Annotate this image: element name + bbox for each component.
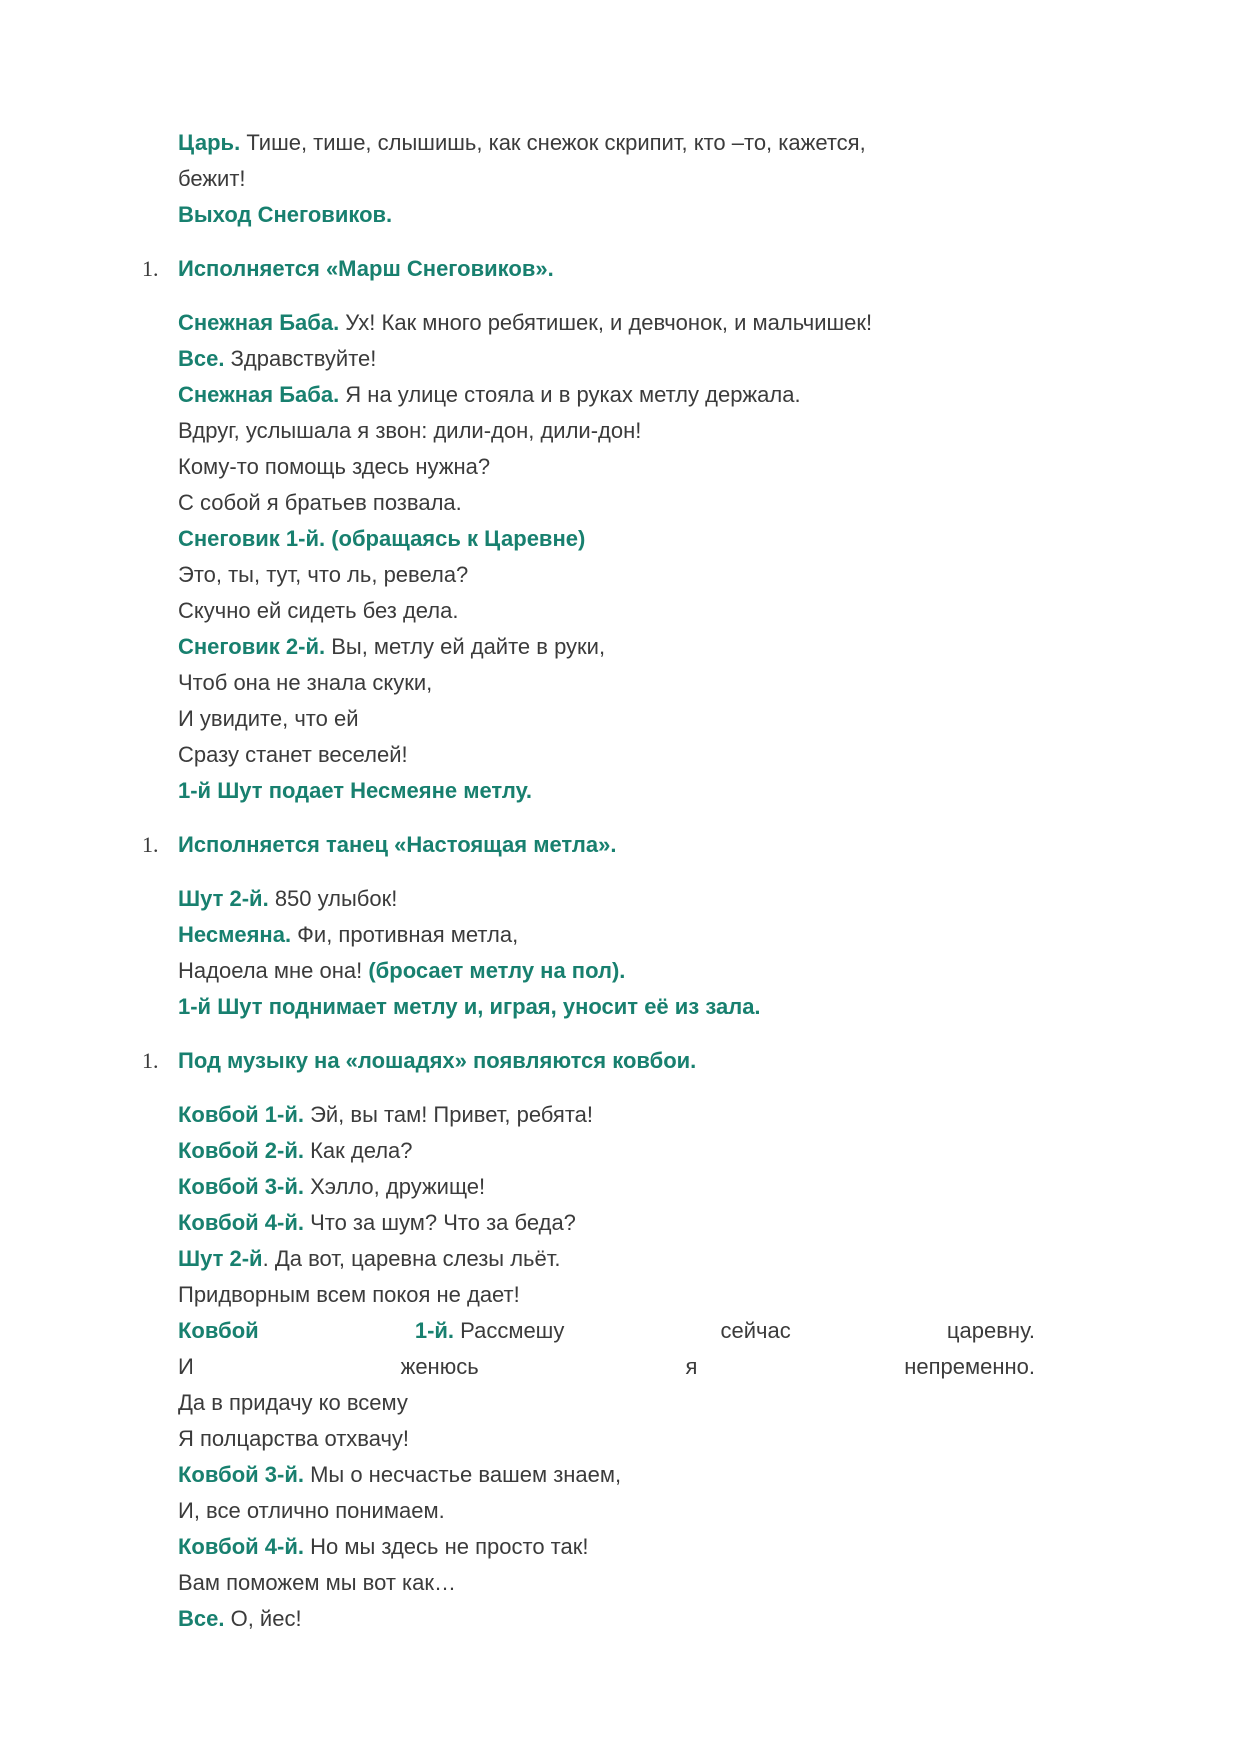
- dialogue-text: Как дела?: [303, 1138, 413, 1163]
- dialogue-text: Что за шум? Что за беда?: [303, 1210, 576, 1235]
- speaker-name: Царь.: [178, 130, 241, 155]
- script-line: [178, 1169, 1035, 1205]
- list-number-marker: 1.: [142, 1048, 159, 1073]
- speaker-name: Несмеяна.: [178, 922, 292, 947]
- justified-word: [685, 1349, 697, 1385]
- script-line: [178, 1529, 1035, 1565]
- dialogue-text: И: [178, 1354, 194, 1379]
- script-line: [178, 1097, 1035, 1133]
- numbered-stage-direction: [142, 251, 1035, 287]
- justified-word: [904, 1349, 1035, 1385]
- list-number-marker: 1.: [142, 832, 159, 857]
- speaker-name: (бросает метлу на пол).: [368, 958, 626, 983]
- script-line: [178, 125, 1035, 197]
- speaker-name: Все.: [178, 1606, 225, 1631]
- speaker-name: Шут 2-й.: [178, 886, 269, 911]
- justified-word: [721, 1313, 791, 1349]
- dialogue-text: Вдруг, услышала я звон: дили-дон, дили-дон!: [178, 418, 642, 443]
- dialogue-text: 850 улыбок!: [268, 886, 398, 911]
- numbered-stage-direction: [142, 827, 1035, 863]
- dialogue-text: Тише, тише, слышишь, как снежок скрипит, кто –то, кажется,: [240, 130, 866, 155]
- script-line: [178, 1601, 1035, 1637]
- dialogue-text: Скучно ей сидеть без дела.: [178, 598, 459, 623]
- speaker-name: 1-й Шут поднимает метлу и, играя, уносит её из зала.: [178, 994, 761, 1019]
- script-line: [178, 413, 1035, 449]
- justified-dialogue-line: [178, 1349, 1035, 1385]
- dialogue-text: И, все отлично понимаем.: [178, 1498, 445, 1523]
- numbered-stage-direction: [142, 1043, 1035, 1079]
- script-line: [178, 1205, 1035, 1241]
- speaker-name: Выход Снеговиков.: [178, 202, 393, 227]
- dialogue-text: . Да вот, царевна слезы льёт.: [262, 1246, 561, 1271]
- script-line: [178, 773, 1035, 809]
- dialogue-text: непременно.: [904, 1354, 1035, 1379]
- dialogue-text: Надоела мне она!: [178, 958, 369, 983]
- speaker-name: Ковбой 3-й.: [178, 1174, 304, 1199]
- script-line: [178, 557, 1035, 593]
- script-line: [178, 953, 1035, 989]
- justified-word: [401, 1349, 479, 1385]
- script-line: [178, 1241, 1035, 1277]
- dialogue-text: Сразу станет веселей!: [178, 742, 408, 767]
- speaker-name: Снеговик 2-й.: [178, 634, 326, 659]
- script-line: [178, 989, 1035, 1025]
- script-line: [178, 305, 1035, 341]
- dialogue-text: Придворным всем покоя не дает!: [178, 1282, 520, 1307]
- dialogue-text: Здравствуйте!: [224, 346, 377, 371]
- script-line: [178, 629, 1035, 665]
- speaker-name: 1-й.: [414, 1318, 455, 1343]
- dialogue-text: Ух! Как много ребятишек, и девчонок, и мальчишек!: [339, 310, 873, 335]
- dialogue-text: И увидите, что ей: [178, 706, 359, 731]
- speaker-name: Под музыку на «лошадях» появляются ковбои.: [178, 1048, 697, 1073]
- script-line: [178, 1493, 1035, 1529]
- dialogue-text: бежит!: [178, 166, 246, 191]
- dialogue-text: женюсь: [400, 1354, 479, 1379]
- script-line: [178, 1133, 1035, 1169]
- script-line: [178, 197, 1035, 233]
- speaker-name: Ковбой 4-й.: [178, 1210, 304, 1235]
- dialogue-text: сейчас: [720, 1318, 791, 1343]
- dialogue-text: я: [685, 1354, 698, 1379]
- script-line: [178, 917, 1035, 953]
- script-line: [178, 701, 1035, 737]
- justified-word: [947, 1313, 1035, 1349]
- speaker-name: Снеговик 1-й. (обращаясь к Царевне): [178, 526, 586, 551]
- dialogue-text: Эй, вы там! Привет, ребята!: [303, 1102, 594, 1127]
- speaker-name: Снежная Баба.: [178, 310, 340, 335]
- speaker-name: Ковбой 1-й.: [178, 1102, 304, 1127]
- dialogue-text: Вы, метлу ей дайте в руки,: [325, 634, 606, 659]
- script-line: [178, 449, 1035, 485]
- speaker-name: Ковбой 2-й.: [178, 1138, 304, 1163]
- script-line: [178, 1457, 1035, 1493]
- dialogue-text: Мы о несчастье вашем знаем,: [303, 1462, 622, 1487]
- script-line: [178, 1421, 1035, 1457]
- justified-word: [178, 1313, 259, 1349]
- justified-word: [415, 1313, 565, 1349]
- dialogue-text: Я полцарства отхвачу!: [178, 1426, 410, 1451]
- dialogue-text: Но мы здесь не просто так!: [303, 1534, 589, 1559]
- script-line: [178, 593, 1035, 629]
- dialogue-text: Кому-то помощь здесь нужна?: [178, 454, 491, 479]
- dialogue-text: Хэлло, дружище!: [303, 1174, 486, 1199]
- script-line: [178, 1565, 1035, 1601]
- dialogue-text: Да в придачу ко всему: [178, 1390, 408, 1415]
- speaker-name: Все.: [178, 346, 225, 371]
- speaker-name: 1-й Шут подает Несмеяне метлу.: [178, 778, 533, 803]
- speaker-name: Снежная Баба.: [178, 382, 340, 407]
- dialogue-text: Фи, противная метла,: [291, 922, 519, 947]
- dialogue-text: Вам поможем мы вот как…: [178, 1570, 456, 1595]
- script-line: [178, 1277, 1035, 1313]
- justified-dialogue-line: [178, 1313, 1035, 1349]
- speaker-name: Ковбой: [178, 1318, 259, 1343]
- dialogue-text: С собой я братьев позвала.: [178, 490, 462, 515]
- script-line: [178, 485, 1035, 521]
- list-number-marker: 1.: [142, 256, 159, 281]
- script-line: [178, 1385, 1035, 1421]
- script-line: [178, 665, 1035, 701]
- dialogue-text: Я на улице стояла и в руках метлу держала.: [339, 382, 801, 407]
- dialogue-text: Рассмешу: [454, 1318, 565, 1343]
- speaker-name: Шут 2-й: [178, 1246, 263, 1271]
- speaker-name: Ковбой 4-й.: [178, 1534, 304, 1559]
- speaker-name: Исполняется «Марш Снеговиков».: [178, 256, 554, 281]
- dialogue-text: Чтоб она не знала скуки,: [178, 670, 433, 695]
- document-body: [142, 125, 1035, 1637]
- script-line: [178, 377, 1035, 413]
- dialogue-text: Это, ты, тут, что ль, ревела?: [178, 562, 469, 587]
- dialogue-text: царевну.: [946, 1318, 1035, 1343]
- speaker-name: Ковбой 3-й.: [178, 1462, 304, 1487]
- justified-word: [178, 1349, 194, 1385]
- script-line: [178, 737, 1035, 773]
- script-line: [178, 341, 1035, 377]
- script-line: [178, 881, 1035, 917]
- dialogue-text: О, йес!: [224, 1606, 302, 1631]
- speaker-name: Исполняется танец «Настоящая метла».: [178, 832, 617, 857]
- script-line: [178, 521, 1035, 557]
